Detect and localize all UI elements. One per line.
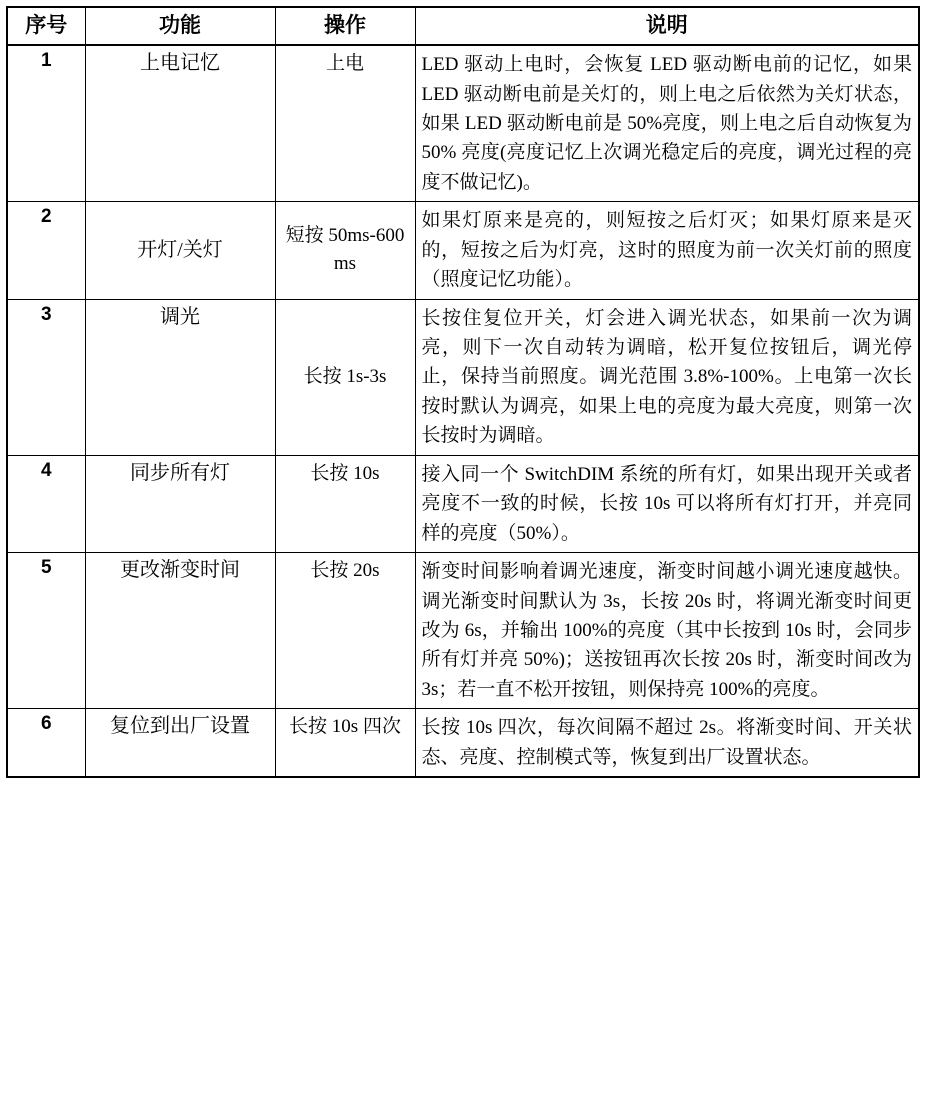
cell-operation: 短按 50ms-600 ms — [275, 202, 415, 299]
cell-operation: 长按 10s — [275, 455, 415, 552]
table-header — [7, 7, 919, 45]
cell-operation: 长按 1s-3s — [275, 299, 415, 455]
cell-no: 3 — [7, 299, 85, 455]
table-row — [7, 709, 919, 777]
cell-description: 长按 10s 四次，每次间隔不超过 2s。将渐变时间、开关状态、亮度、控制模式等，恢复到出厂设置状态。 — [415, 709, 919, 777]
column-header-description: 说明 — [415, 7, 919, 45]
cell-function: 复位到出厂设置 — [85, 709, 275, 777]
table-body — [7, 45, 919, 777]
cell-description: 接入同一个 SwitchDIM 系统的所有灯，如果出现开关或者亮度不一致的时候，长按 10s 可以将所有灯打开，并亮同样的亮度（50%）。 — [415, 455, 919, 552]
cell-description: 长按住复位开关，灯会进入调光状态，如果前一次为调亮，则下一次自动转为调暗，松开复位按钮后，调光停止，保持当前照度。调光范围 3.8%-100%。上电第一次长按时默认为调亮，如果上电的亮度为最大亮度，则第一次长按时为调暗。 — [415, 299, 919, 455]
cell-function: 开灯/关灯 — [85, 202, 275, 299]
cell-no: 6 — [7, 709, 85, 777]
cell-operation: 长按 20s — [275, 553, 415, 709]
cell-description: 渐变时间影响着调光速度，渐变时间越小调光速度越快。调光渐变时间默认为 3s，长按 20s 时，将调光渐变时间更改为 6s，并输出 100%的亮度（其中长按到 10s 时，会同步所有灯并亮 50%)；送按钮再次长按 20s 时，渐变时间改为 3s；若一直不松开按钮，则保持亮 100%的亮度。 — [415, 553, 919, 709]
cell-no: 4 — [7, 455, 85, 552]
cell-description: LED 驱动上电时，会恢复 LED 驱动断电前的记忆，如果 LED 驱动断电前是关灯的，则上电之后依然为关灯状态，如果 LED 驱动断电前是 50%亮度，则上电之后自动恢复为 50% 亮度(亮度记忆上次调光稳定后的亮度，调光过程的亮度不做记忆)。 — [415, 45, 919, 202]
cell-operation: 长按 10s 四次 — [275, 709, 415, 777]
column-header-no: 序号 — [7, 7, 85, 45]
cell-no: 1 — [7, 45, 85, 202]
cell-no: 2 — [7, 202, 85, 299]
table-row — [7, 553, 919, 709]
table-row — [7, 299, 919, 455]
cell-operation: 上电 — [275, 45, 415, 202]
column-header-function: 功能 — [85, 7, 275, 45]
cell-function: 上电记忆 — [85, 45, 275, 202]
table-header-row — [7, 7, 919, 45]
cell-description: 如果灯原来是亮的，则短按之后灯灭；如果灯原来是灭的，短按之后为灯亮，这时的照度为前一次关灯前的照度（照度记忆功能）。 — [415, 202, 919, 299]
table-row — [7, 45, 919, 202]
cell-function: 同步所有灯 — [85, 455, 275, 552]
function-spec-table — [6, 6, 920, 778]
cell-function: 更改渐变时间 — [85, 553, 275, 709]
table-row — [7, 455, 919, 552]
cell-function: 调光 — [85, 299, 275, 455]
column-header-operation: 操作 — [275, 7, 415, 45]
cell-no: 5 — [7, 553, 85, 709]
table-row — [7, 202, 919, 299]
